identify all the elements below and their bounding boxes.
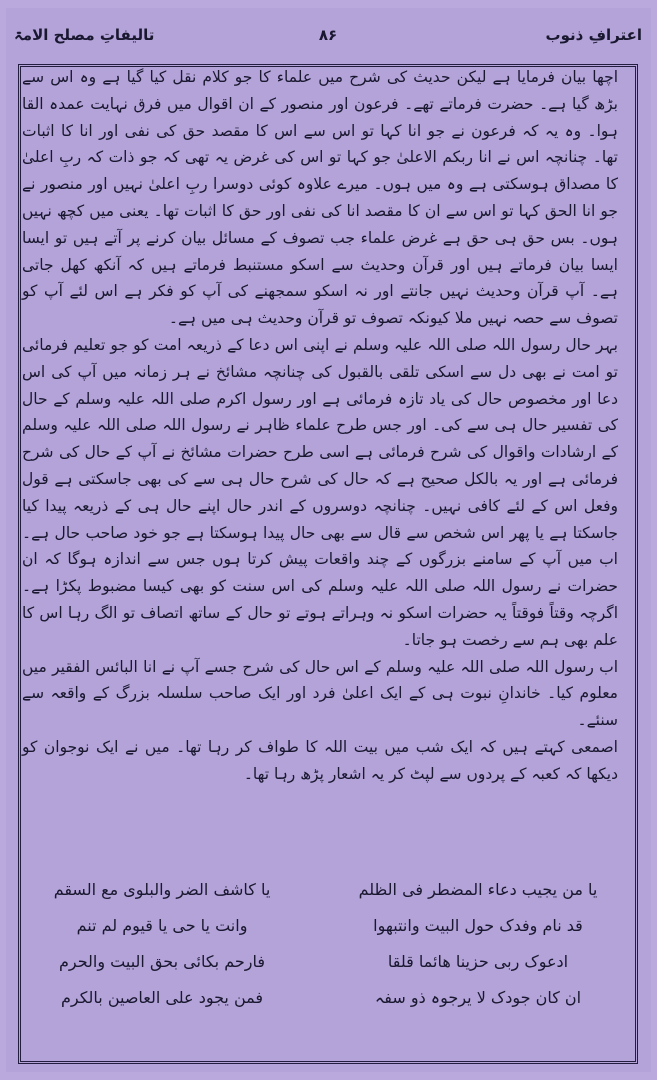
- body-text: [22, 64, 618, 788]
- header-series-title: تالیفاتِ مصلح الامۃ: [14, 26, 155, 44]
- verse-second-hemistich: یا کاشف الضر والبلوی مع السقم: [53, 880, 271, 899]
- verse-first-hemistich: ان کان جودک لا یرجوہ ذو سفہ: [374, 988, 582, 1007]
- verse-second-hemistich: وانت یا حی یا قیوم لم تنم: [76, 916, 248, 935]
- header-book-section: اعترافِ ذنوب: [545, 26, 642, 44]
- poem-couplet: [22, 988, 618, 1020]
- paragraph-2: بہر حال رسول اللہ صلی اللہ علیہ وسلم نے اپنی اس دعا کے ذریعہ امت کو جو تعلیم فرمائی تو امت نے بھی دل سے اسکی تلقی بالقبول کی چنانچہ مشائخ نے ہر زمانہ میں آپ کی اس دعا اور مخصوص حال کی یاد تازہ فرمائی ہے اور رسول اکرم صلی اللہ علیہ وسلم کے حال کی تفسیر حال ہی سے کی۔ اور جس طرح علماء ظاہر نے رسول اللہ صلی اللہ علیہ وسلم کے ارشادات واقوال کی شرح فرمائی ہے اسی طرح حضرات مشائخ نے آپ کے حال کی شرح فرمائی ہے اور یہ بالکل صحیح ہے کہ حال کی شرح حال ہی سے کی بھی جاسکتی ہے قول وفعل اس کے لئے کافی نہیں۔ چنانچہ دوسروں کے اندر حال اپنے حال ہی کے ذریعہ پیدا کیا جاسکتا ہے یا پھر اس شخص سے قال سے بھی حال پیدا ہوسکتا ہے جو خود صاحب حال ہے۔ اب میں آپ کے سامنے بزرگوں کے چند واقعات پیش کرتا ہوں جس سے اندازہ ہوگا کہ ان حضرات نے رسول اللہ صلی اللہ علیہ وسلم کی اس سنت کو بھی کیسا مضبوط پکڑا ہے۔ اگرچہ وقتاً فوقتاً یہ حضرات اسکو نہ وہراتے ہوتے تو حال کے ساتھ اتصاف تو الگ رہا اس کا علم بھی ہم سے رخصت ہو جاتا۔: [22, 335, 618, 649]
- paragraph-3: اب رسول اللہ صلی اللہ علیہ وسلم کے اس حال کی شرح جسے آپ نے انا البائس الفقیر میں معلوم کیا۔ خاندانِ نبوت ہی کے ایک اعلیٰ فرد اور ایک صاحب سلسلہ بزرگ کے واقعہ سے سنئے۔: [22, 657, 618, 730]
- page-number: ۸۶: [318, 26, 338, 44]
- verse-first-hemistich: یا من یجیب دعاء المضطر فی الظلم: [358, 880, 598, 899]
- poem-couplet: [22, 916, 618, 948]
- poem-couplet: [22, 880, 618, 912]
- verse-first-hemistich: قد نام وفدک حول البیت وانتبھوا: [373, 916, 583, 935]
- paragraph-1: اچھا بیان فرمایا ہے لیکن حدیث کی شرح میں علماء کا جو کلام نقل کیا گیا ہے وہ اس سے بڑھ گیا ہے۔ حضرت فرماتے تھے۔ فرعون اور منصور کے ان اقوال میں فرق نہایت عمدہ القا ہوا۔ وہ یہ کہ فرعون نے جو انا کہا تو اس سے اس کا مقصد حق کی نفی اور انا کا اثبات تھا۔ چنانچہ اس نے انا ربکم الاعلیٰ جو کہا تو اس کی غرض یہ تھی کہ جو ذات کہ ربِ اعلیٰ کا مصداق ہوسکتی ہے وہ میں ہوں۔ میرے علاوہ کوئی دوسرا ربِ اعلیٰ نہیں اور منصور نے جو انا الحق کہا تو اس سے ان کا مقصد انا کی نفی اور حق کا اثبات تھا۔ یعنی میں کچھ نہیں ہوں۔ بس حق ہی حق ہے غرض علماء جب تصوف کے مسائل بیان کرنے پر آتے ہیں تو ایسا ایسا بیان فرماتے ہیں اور قرآن وحدیث سے اسکو مستنبط فرماتے ہیں کہ آنکھ کھل جاتی ہے۔ آپ قرآن وحدیث نہیں جانتے اور نہ اسکو سمجھنے کی آپ کو فکر ہے اس لئے آپ کو تصوف سے حصہ نہیں ملا کیونکہ تصوف تو قرآن وحدیث ہی میں ہے۔: [22, 68, 618, 328]
- paragraph-4: اصمعی کہتے ہیں کہ ایک شب میں بیت اللہ کا طواف کر رہا تھا۔ میں نے ایک نوجوان کو دیکھا کہ کعبہ کے پردوں سے لپٹ کر یہ اشعار پڑھ رہا تھا۔: [22, 737, 618, 783]
- page-header: [14, 16, 642, 60]
- verse-first-hemistich: ادعوک ربی حزینا ھائما قلقا: [387, 952, 569, 971]
- verse-second-hemistich: فارحم بکائی بحق البیت والحرم: [58, 952, 265, 971]
- verse-second-hemistich: فمن یجود علی العاصین بالکرم: [60, 988, 264, 1007]
- poem-couplet: [22, 952, 618, 984]
- poem-verses: [22, 880, 618, 1030]
